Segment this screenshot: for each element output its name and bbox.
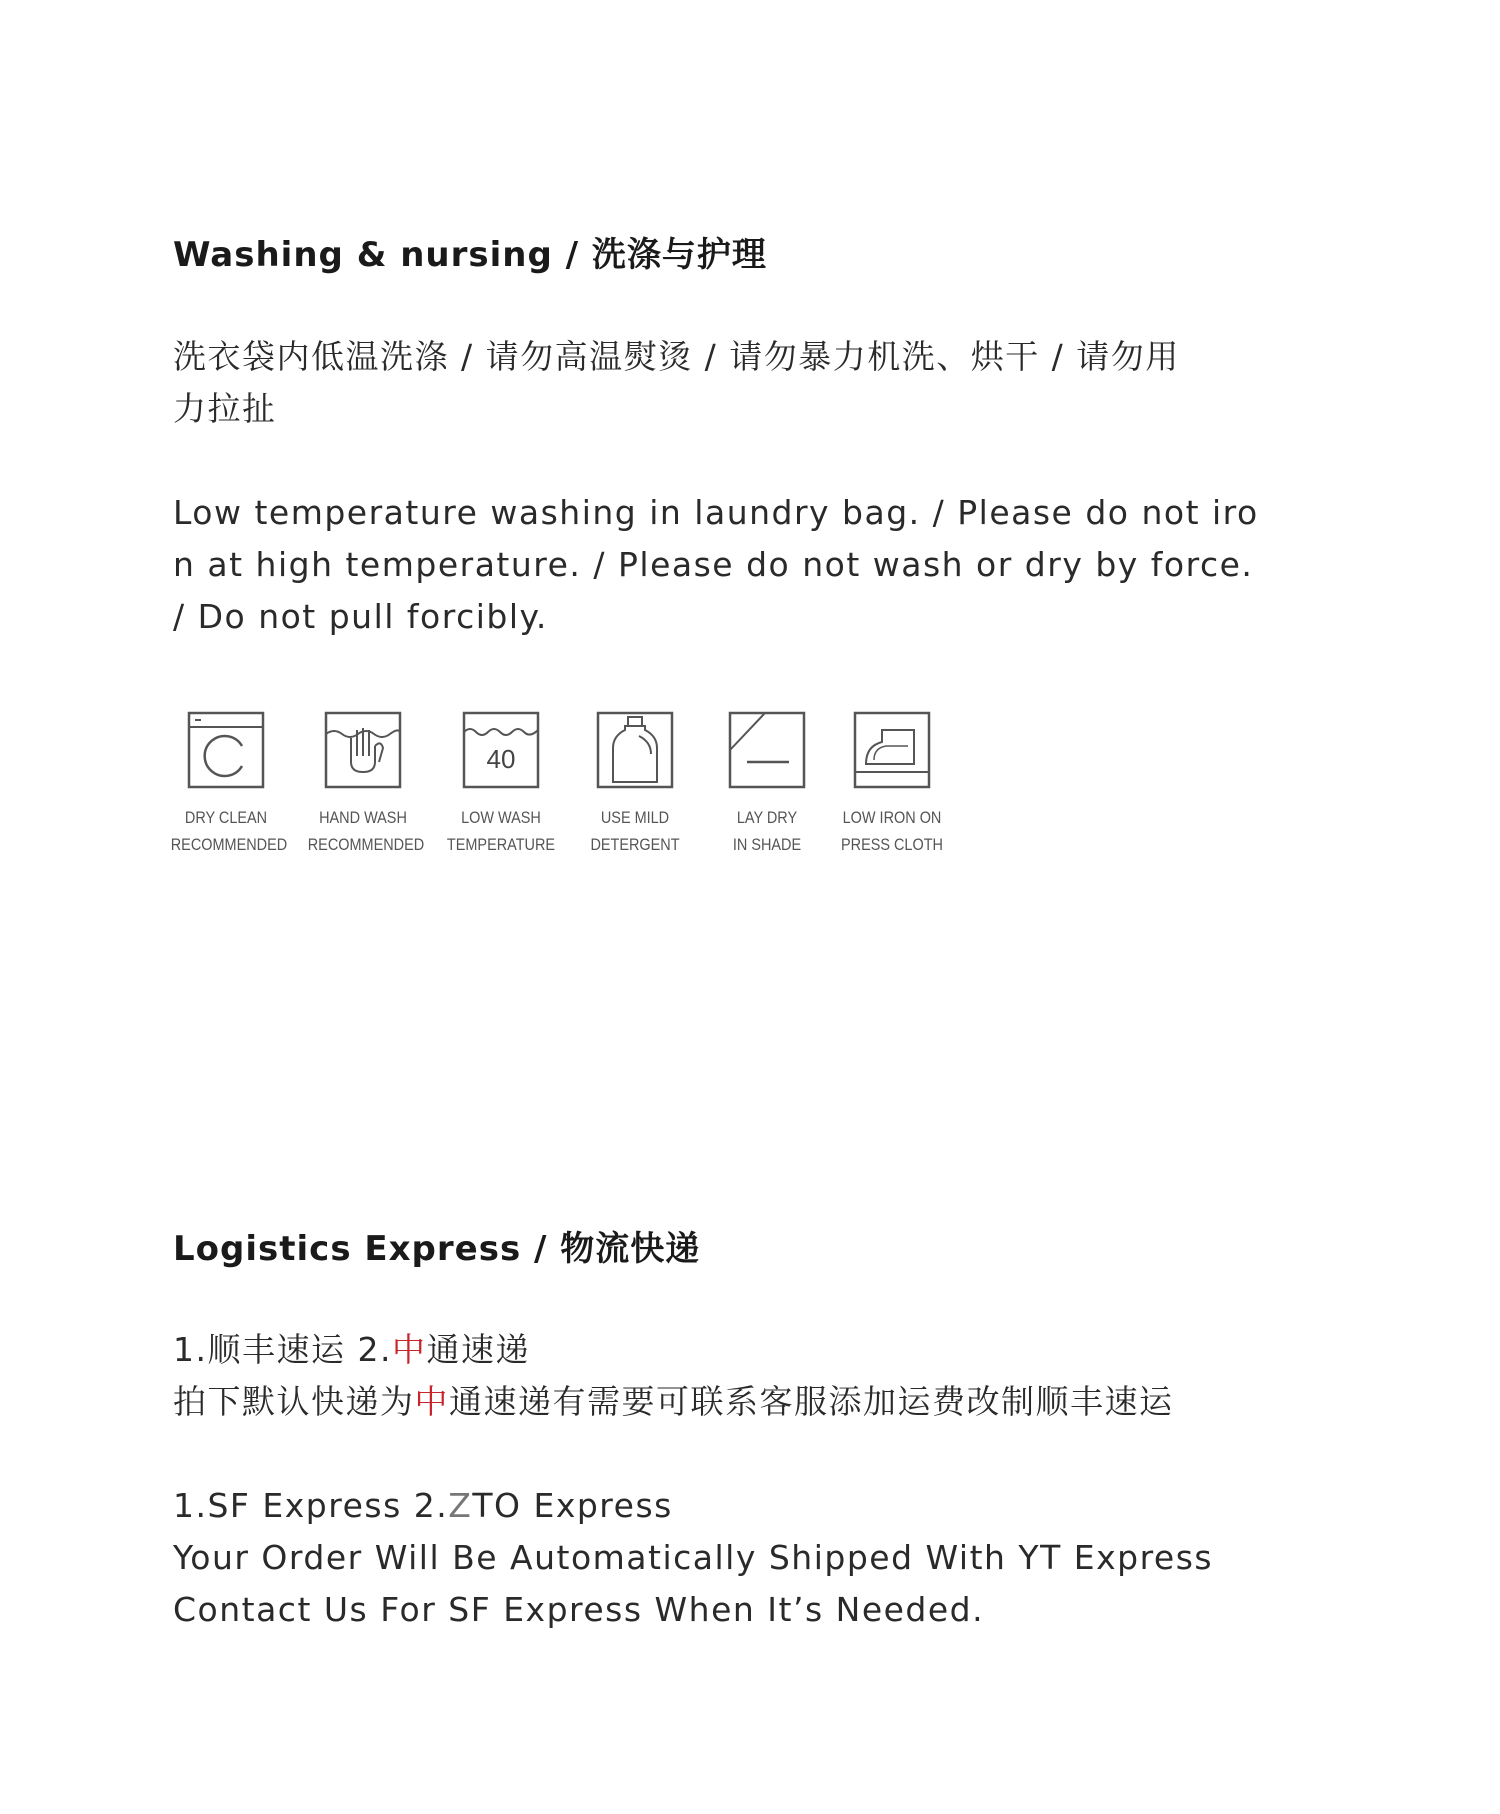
hand-wash-icon [323, 710, 403, 790]
logistics-cn-line-1: 1.顺丰速运 2.中通速递 [173, 1330, 530, 1369]
lay-dry-shade-icon [727, 710, 807, 790]
washing-cn-line-1: 洗衣袋内低温洗涤 / 请勿高温熨烫 / 请勿暴力机洗、烘干 / 请勿用 [173, 337, 1180, 376]
care-label-low-iron: LOW IRON ON PRESS CLOTH [841, 808, 943, 854]
washing-section [173, 228, 1333, 643]
logistics-heading: Logistics Express / 物流快递 [173, 1229, 701, 1269]
logistics-section [173, 1222, 1333, 1636]
care-item-low-iron [827, 710, 957, 858]
care-item-lay-dry-shade [702, 710, 832, 858]
mild-detergent-icon [595, 710, 675, 790]
logistics-en [173, 1480, 1333, 1636]
care-item-dry-clean [161, 710, 291, 858]
washing-instructions-cn [173, 331, 1333, 435]
low-wash-temperature-icon [461, 710, 541, 790]
washing-instructions-en [173, 487, 1333, 643]
logistics-en-line-3: Contact Us For SF Express When It’s Needed. [173, 1590, 985, 1629]
care-item-mild-detergent [570, 710, 700, 858]
wash-temperature-number: 40 [486, 744, 516, 774]
care-label-mild-detergent: USE MILD DETERGENT [590, 808, 680, 854]
washing-cn-line-2: 力拉扯 [173, 389, 277, 428]
washing-en-line-2: n at high temperature. / Please do not wash or dry by force. [173, 545, 1254, 584]
washing-en-line-1: Low temperature washing in laundry bag. / Please do not iro [173, 493, 1259, 532]
care-label-hand-wash: HAND WASH RECOMMENDED [307, 808, 425, 854]
care-label-low-wash: LOW WASH TEMPERATURE [446, 808, 556, 854]
logistics-en-line-2: Your Order Will Be Automatically Shipped With YT Express [173, 1538, 1214, 1577]
washing-heading: Washing & nursing / 洗涤与护理 [173, 235, 767, 275]
care-label-dry-clean: DRY CLEAN RECOMMENDED [170, 808, 288, 854]
care-item-low-wash-temperature [436, 710, 566, 858]
care-icons-row [170, 710, 973, 860]
washing-en-line-3: / Do not pull forcibly. [173, 597, 548, 636]
care-item-hand-wash [298, 710, 428, 858]
logistics-en-line-1: 1.SF Express 2.ZTO Express [173, 1486, 673, 1525]
low-iron-icon [852, 710, 932, 790]
dry-clean-icon [186, 710, 266, 790]
care-label-lay-dry: LAY DRY IN SHADE [732, 808, 802, 854]
logistics-cn [173, 1324, 1333, 1428]
logistics-cn-line-2: 拍下默认快递为中通速递有需要可联系客服添加运费改制顺丰速运 [173, 1382, 1174, 1421]
